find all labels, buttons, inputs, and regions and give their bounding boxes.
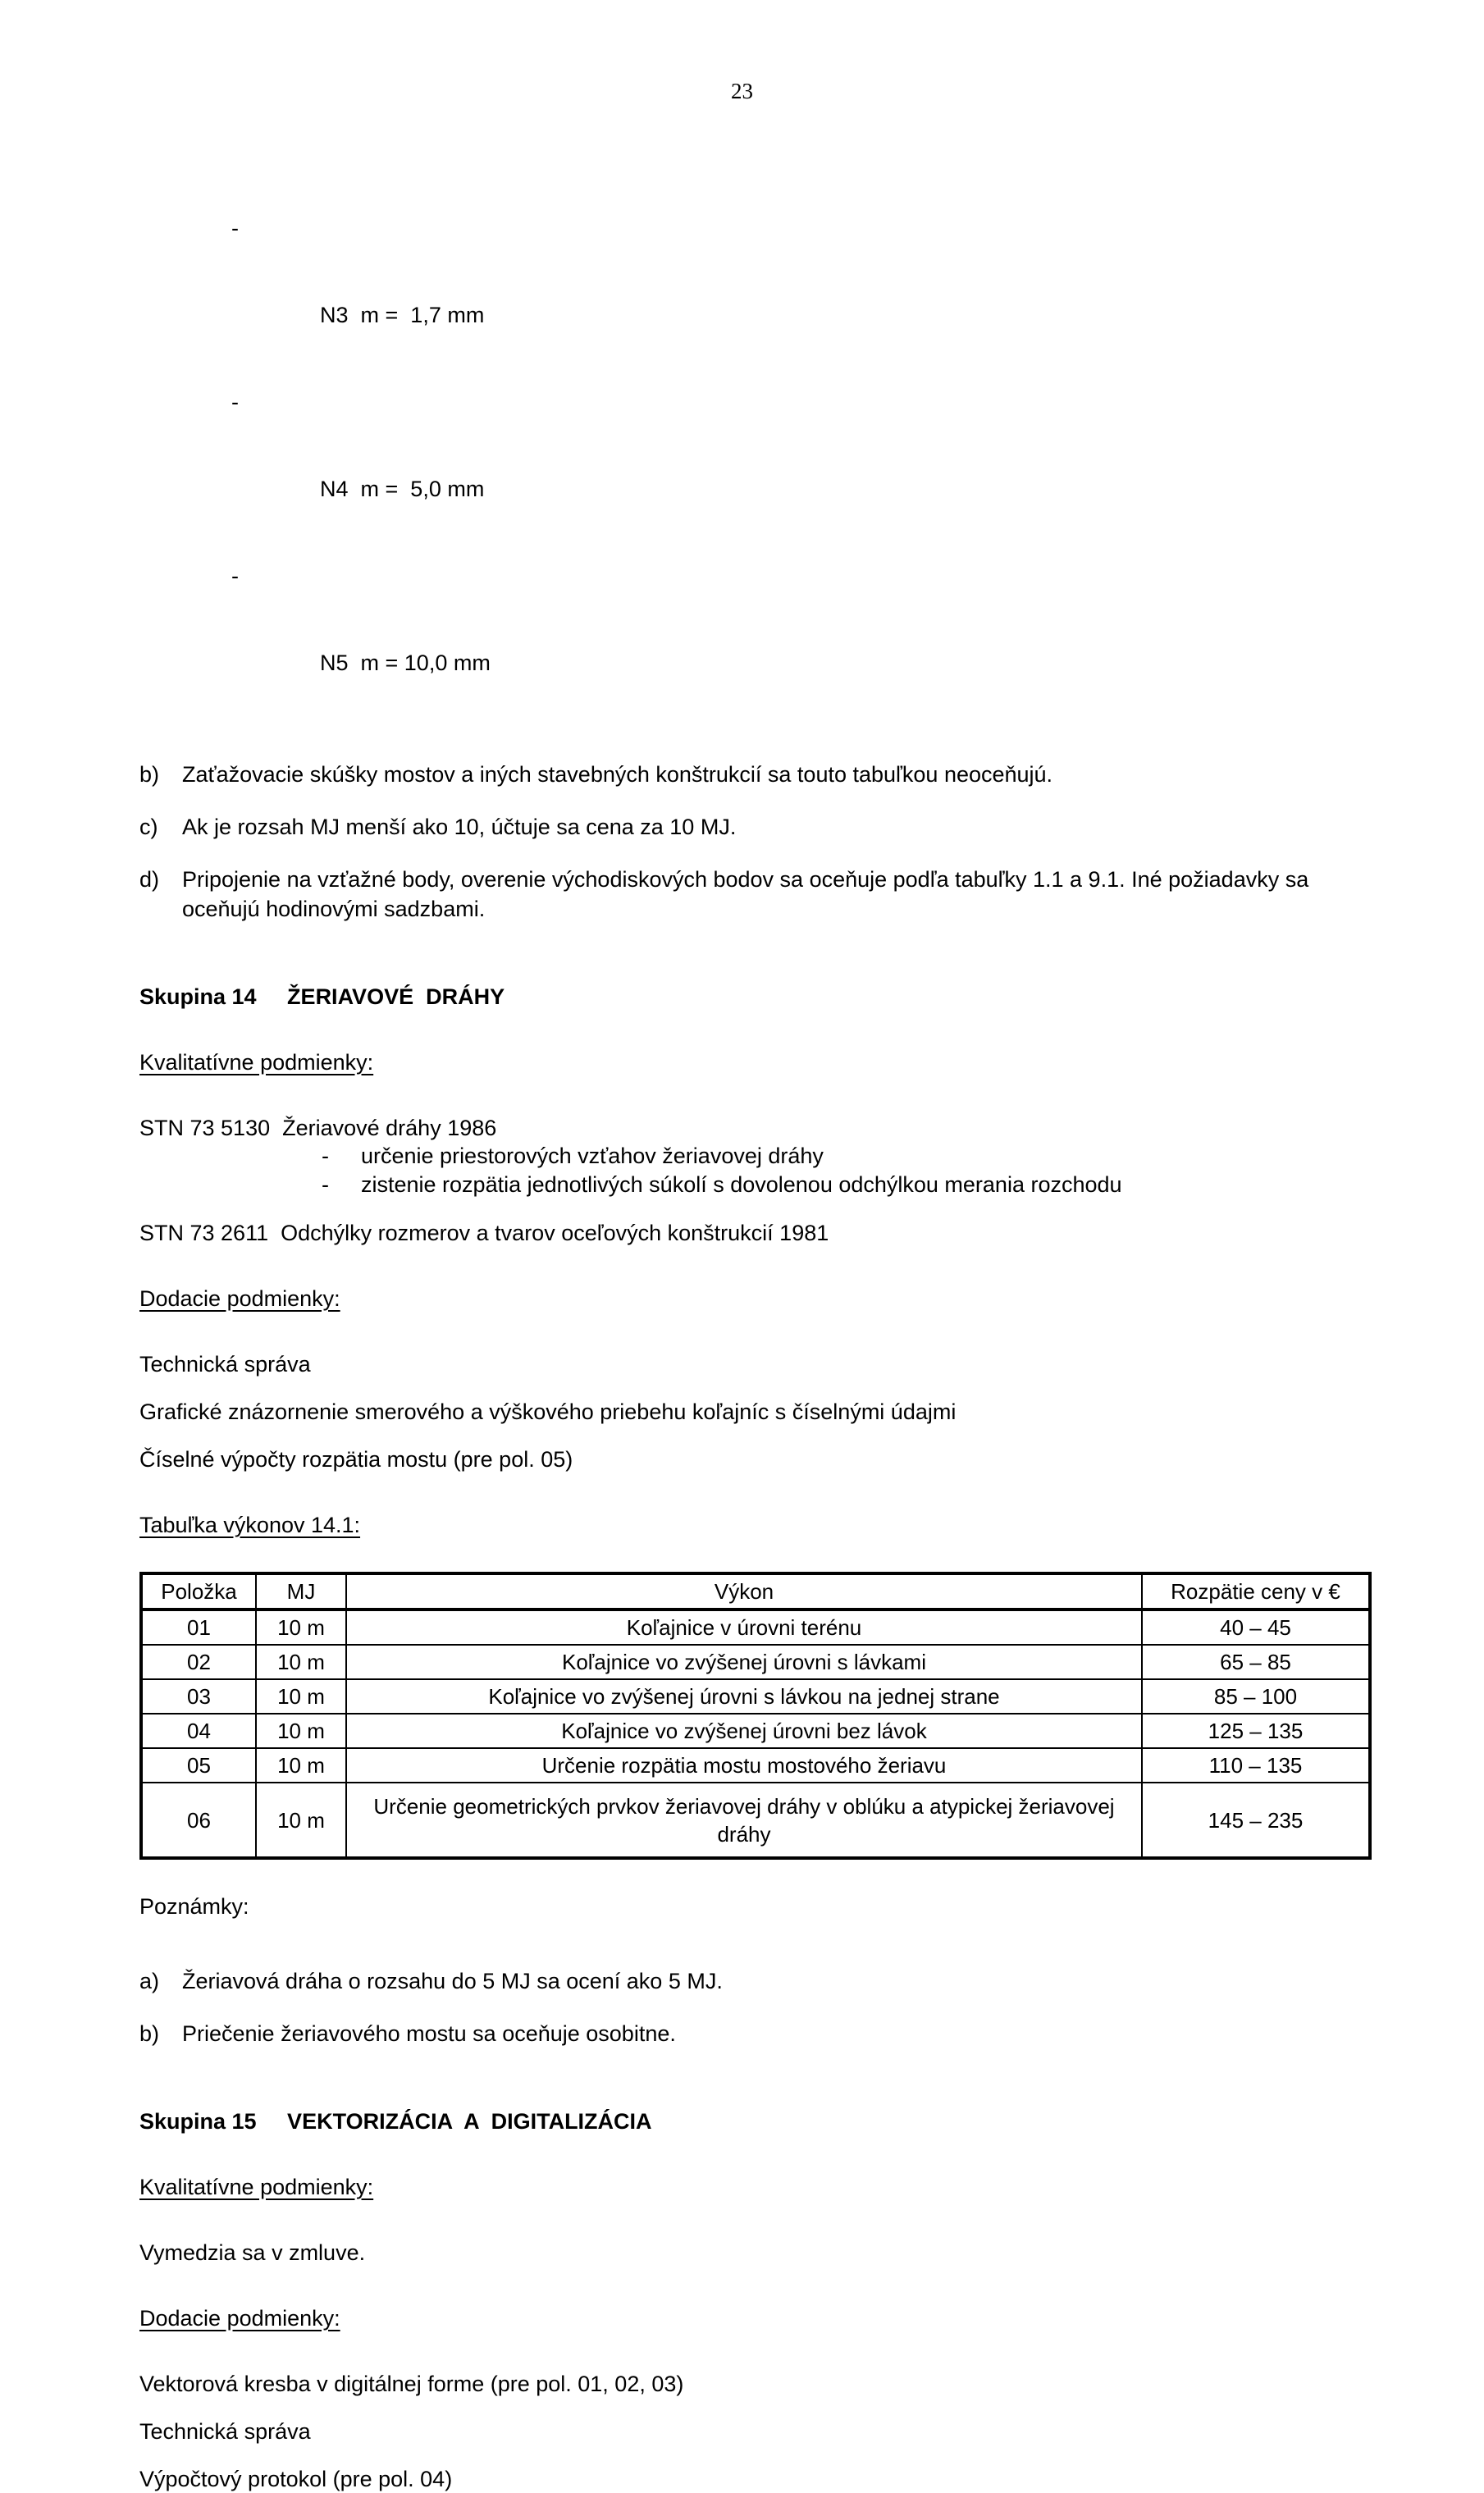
cell-vykon: Koľajnice vo zvýšenej úrovni s lávkami <box>346 1645 1142 1679</box>
group-15-quality-label: Kvalitatívne podmienky: <box>139 2175 374 2199</box>
cell-polozka: 06 <box>141 1783 256 1858</box>
page-number: 23 <box>731 79 753 103</box>
note-text: Pripojenie na vzťažné body, overenie východiskových bodov sa oceňuje podľa tabuľky 1.1 a 9.1. Iné požiadavky sa oceňujú hodinovými sadzbami. <box>182 867 1309 921</box>
cell-vykon: Koľajnice vo zvýšenej úrovni s lávkou na jednej strane <box>346 1679 1142 1714</box>
cell-polozka: 01 <box>141 1609 256 1645</box>
list-marker: d) <box>139 867 160 892</box>
standard-line: STN 73 2611 Odchýlky rozmerov a tvarov oceľových konštrukcií 1981 <box>139 1221 829 1245</box>
cell-cena: 85 – 100 <box>1142 1679 1370 1714</box>
cell-mj: 10 m <box>256 1609 346 1645</box>
cell-polozka: 03 <box>141 1679 256 1714</box>
note-text: Zaťažovacie skúšky mostov a iných stavebných konštrukcií sa touto tabuľkou neoceňujú. <box>182 762 1053 787</box>
standard-sub-item <box>139 1171 1362 1199</box>
list-marker: b) <box>139 762 160 787</box>
table-row <box>141 1748 1370 1783</box>
group-15-quality-text: Vymedzia sa v zmluve. <box>139 2240 366 2265</box>
standard-sub-item <box>139 1142 1362 1171</box>
list-item <box>139 555 1362 728</box>
cell-cena: 110 – 135 <box>1142 1748 1370 1783</box>
group-15-heading: Skupina 15 VEKTORIZÁCIA A DIGITALIZÁCIA <box>139 2109 652 2134</box>
cell-polozka: 02 <box>141 1645 256 1679</box>
table-row <box>141 1645 1370 1679</box>
dash-bullet-icon: - <box>231 390 239 414</box>
cell-polozka: 04 <box>141 1714 256 1748</box>
cell-vykon: Určenie rozpätia mostu mostového žeriavu <box>346 1748 1142 1783</box>
cell-mj: 10 m <box>256 1679 346 1714</box>
delivery-item: Číselné výpočty rozpätia mostu (pre pol. 05) <box>139 1447 573 1472</box>
table-row <box>141 1714 1370 1748</box>
remark-text: Žeriavová dráha o rozsahu do 5 MJ sa ocení ako 5 MJ. <box>182 1969 723 1993</box>
note-item-c <box>139 812 1362 842</box>
page-content <box>139 207 1362 2493</box>
cell-polozka: 05 <box>141 1748 256 1783</box>
table-14-1 <box>139 1572 1372 1860</box>
standard-sub-item-label: zistenie rozpätia jednotlivých súkolí s dovolenou odchýlkou merania rozchodu <box>361 1172 1122 1197</box>
list-marker: a) <box>139 1969 160 1993</box>
table-14-1-wrapper <box>139 1572 1368 1860</box>
column-header-cena: Rozpätie ceny v € <box>1142 1573 1370 1609</box>
group-14-delivery-label: Dodacie podmienky: <box>139 1286 340 1311</box>
delivery-item: Výpočtový protokol (pre pol. 04) <box>139 2467 453 2491</box>
table-caption: Tabuľka výkonov 14.1: <box>139 1513 361 1537</box>
delivery-item: Technická správa <box>139 1352 311 1377</box>
remark-item-a <box>139 1966 1362 1996</box>
note-item-b <box>139 760 1362 789</box>
list-marker: c) <box>139 815 158 839</box>
remark-item-b <box>139 2019 1362 2048</box>
group-14-heading: Skupina 14 ŽERIAVOVÉ DRÁHY <box>139 984 505 1009</box>
cell-cena: 125 – 135 <box>1142 1714 1370 1748</box>
list-marker: b) <box>139 2021 160 2046</box>
list-item <box>139 381 1362 555</box>
cell-vykon: Koľajnice v úrovni terénu <box>346 1609 1142 1645</box>
cell-cena: 40 – 45 <box>1142 1609 1370 1645</box>
cell-mj: 10 m <box>256 1645 346 1679</box>
cell-cena: 65 – 85 <box>1142 1645 1370 1679</box>
group-15-delivery-label: Dodacie podmienky: <box>139 2306 340 2331</box>
dash-bullet-icon: - <box>322 1172 329 1197</box>
list-item <box>139 207 1362 381</box>
cell-vykon: Koľajnice vo zvýšenej úrovni bez lávok <box>346 1714 1142 1748</box>
note-item-d <box>139 865 1362 924</box>
column-header-polozka: Položka <box>141 1573 256 1609</box>
cell-mj: 10 m <box>256 1714 346 1748</box>
cell-cena: 145 – 235 <box>1142 1783 1370 1858</box>
measurement-list <box>139 207 1362 728</box>
dash-bullet-icon: - <box>231 564 239 588</box>
standard-line: STN 73 5130 Žeriavové dráhy 1986 <box>139 1116 497 1140</box>
cell-vykon: Určenie geometrických prvkov žeriavovej dráhy v oblúku a atypickej žeriavovej dráhy <box>346 1783 1142 1858</box>
cell-mj: 10 m <box>256 1748 346 1783</box>
remarks-label: Poznámky: <box>139 1894 249 1919</box>
delivery-item: Vektorová kresba v digitálnej forme (pre pol. 01, 02, 03) <box>139 2372 684 2396</box>
standard-sub-item-label: určenie priestorových vzťahov žeriavovej dráhy <box>361 1144 824 1168</box>
dash-bullet-icon: - <box>231 216 239 240</box>
dash-bullet-icon: - <box>322 1144 329 1168</box>
table-row <box>141 1783 1370 1858</box>
column-header-mj: MJ <box>256 1573 346 1609</box>
table-row <box>141 1679 1370 1714</box>
delivery-item: Grafické znázornenie smerového a výškového priebehu koľajníc s číselnými údajmi <box>139 1399 957 1424</box>
table-header-row <box>141 1573 1370 1609</box>
list-item-label: N5 m = 10,0 mm <box>320 651 491 675</box>
group-14-quality-label: Kvalitatívne podmienky: <box>139 1050 374 1075</box>
delivery-item: Technická správa <box>139 2419 311 2444</box>
list-item-label: N3 m = 1,7 mm <box>320 303 485 327</box>
column-header-vykon: Výkon <box>346 1573 1142 1609</box>
table-row <box>141 1609 1370 1645</box>
note-text: Ak je rozsah MJ menší ako 10, účtuje sa cena za 10 MJ. <box>182 815 737 839</box>
cell-mj: 10 m <box>256 1783 346 1858</box>
list-item-label: N4 m = 5,0 mm <box>320 477 485 501</box>
remark-text: Priečenie žeriavového mostu sa oceňuje osobitne. <box>182 2021 676 2046</box>
